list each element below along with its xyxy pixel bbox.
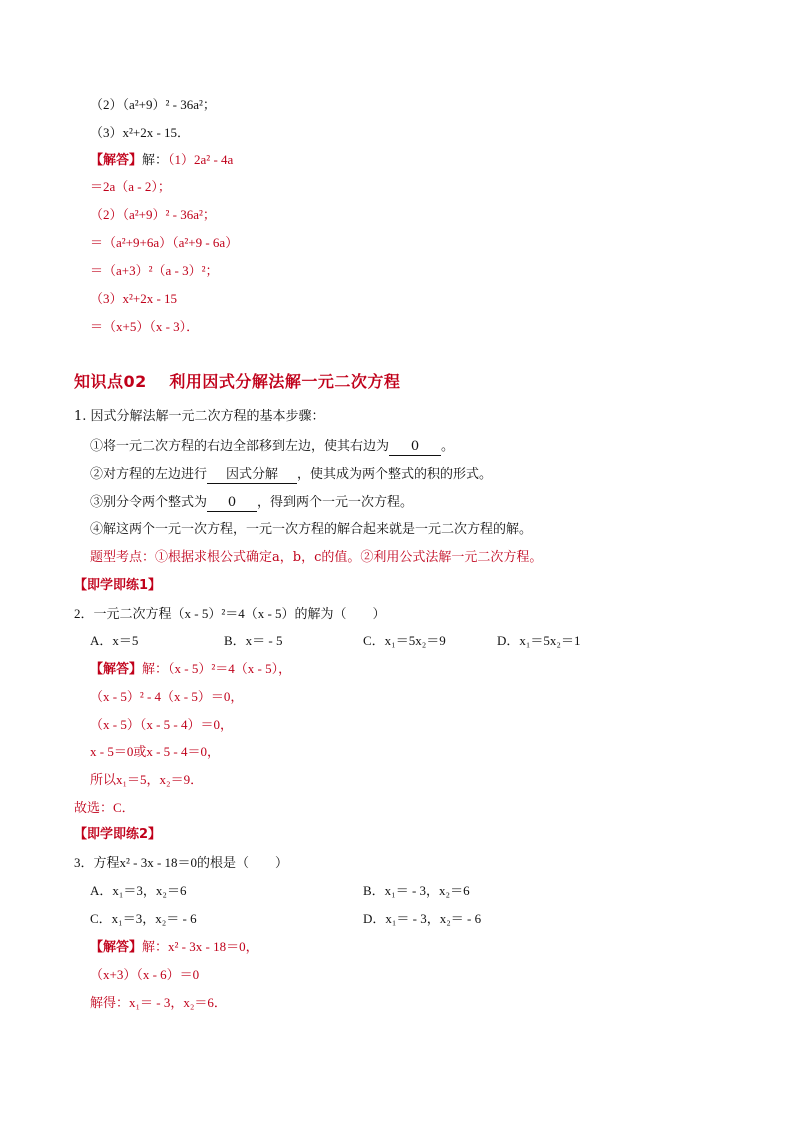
answer-line: ＝（a+3）²（a - 3）²； bbox=[90, 263, 219, 278]
answer-line: ＝（x+5）（x - 3）． bbox=[90, 319, 200, 334]
answer-block-1 bbox=[90, 151, 233, 170]
answer-line: 解：x² - 3x - 18＝0， bbox=[142, 939, 259, 954]
question-2: （2）（a²+9）² - 36a²； bbox=[90, 97, 216, 112]
answer-line: （3）x²+2x - 15 bbox=[90, 291, 178, 306]
answer-tag: 【解答】 bbox=[90, 662, 143, 677]
answer-label: 解： bbox=[142, 153, 169, 168]
answer-line: （1）2a² - 4a bbox=[168, 152, 234, 167]
fill-blank: 0 bbox=[389, 439, 441, 456]
answer-line: （x - 5）（x - 5 - 4）＝0， bbox=[90, 717, 233, 732]
step-3-end: ，得到两个一元一次方程。 bbox=[257, 495, 414, 510]
answer-tag: 【解答】 bbox=[90, 940, 143, 955]
step-1 bbox=[90, 438, 454, 456]
option-c: C．x₁＝5x₂＝9 bbox=[363, 633, 446, 648]
answer-line: ＝（a²+9+6a）（a²+9 - 6a） bbox=[90, 235, 239, 250]
option-d: D．x₁＝5x₂＝1 bbox=[497, 633, 581, 648]
step-3 bbox=[90, 494, 413, 512]
option-b: B．x₁＝ - 3，x₂＝6 bbox=[363, 883, 470, 898]
practice-question: 2．一元二次方程（x - 5）²＝4（x - 5）的解为（ ） bbox=[74, 606, 386, 621]
option-a: A．x₁＝3，x₂＝6 bbox=[90, 883, 187, 898]
answer-line: （2）（a²+9）² - 36a²； bbox=[90, 207, 216, 222]
answer-choice: 故选：C． bbox=[74, 800, 135, 815]
practice-tag: 【即学即练1】 bbox=[74, 578, 162, 593]
practice-question: 3．方程x² - 3x - 18＝0的根是（ ） bbox=[74, 855, 289, 870]
question-3: （3）x²+2x - 15． bbox=[90, 125, 191, 140]
answer-line: x - 5＝0或x - 5 - 4＝0， bbox=[90, 744, 220, 759]
exam-points: 题型考点：①根据求根公式确定a，b，c的值。②利用公式法解一元二次方程。 bbox=[90, 550, 543, 565]
answer-block-2 bbox=[90, 660, 291, 679]
answer-line: ＝2a（a - 2）； bbox=[90, 179, 171, 194]
step-1-text: ①将一元二次方程的右边全部移到左边，使其右边为 bbox=[90, 439, 390, 454]
option-a: A．x＝5 bbox=[90, 633, 139, 648]
fill-blank: 0 bbox=[207, 495, 257, 512]
step-1-end: 。 bbox=[441, 439, 455, 454]
answer-line: （x+3）（x - 6）＝0 bbox=[90, 967, 200, 982]
practice-tag: 【即学即练2】 bbox=[74, 827, 162, 842]
section-title: 知识点02 利用因式分解法解一元二次方程 bbox=[74, 372, 401, 391]
answer-line: （x - 5）² - 4（x - 5）＝0， bbox=[90, 689, 244, 704]
fill-blank: 因式分解 bbox=[207, 467, 297, 484]
step-2-end: ，使其成为两个整式的积的形式。 bbox=[297, 467, 493, 482]
step-4: ④解这两个一元一次方程，一元一次方程的解合起来就是一元二次方程的解。 bbox=[90, 522, 533, 537]
option-c: C．x₁＝3，x₂＝ - 6 bbox=[90, 911, 197, 926]
answer-line: 所以x₁＝5，x₂＝9． bbox=[90, 772, 204, 787]
answer-block-3 bbox=[90, 938, 259, 957]
step-2 bbox=[90, 466, 492, 484]
steps-intro: 1. 因式分解法解一元二次方程的基本步骤： bbox=[74, 409, 325, 424]
step-3-text: ③别分令两个整式为 bbox=[90, 495, 208, 510]
option-d: D．x₁＝ - 3，x₂＝ - 6 bbox=[363, 911, 482, 926]
option-b: B．x＝ - 5 bbox=[224, 633, 283, 648]
answer-tag: 【解答】 bbox=[90, 153, 143, 168]
answer-line: 解得：x₁＝ - 3，x₂＝6． bbox=[90, 995, 227, 1010]
answer-line: 解：（x - 5）²＝4（x - 5）， bbox=[142, 661, 292, 676]
step-2-text: ②对方程的左边进行 bbox=[90, 467, 208, 482]
